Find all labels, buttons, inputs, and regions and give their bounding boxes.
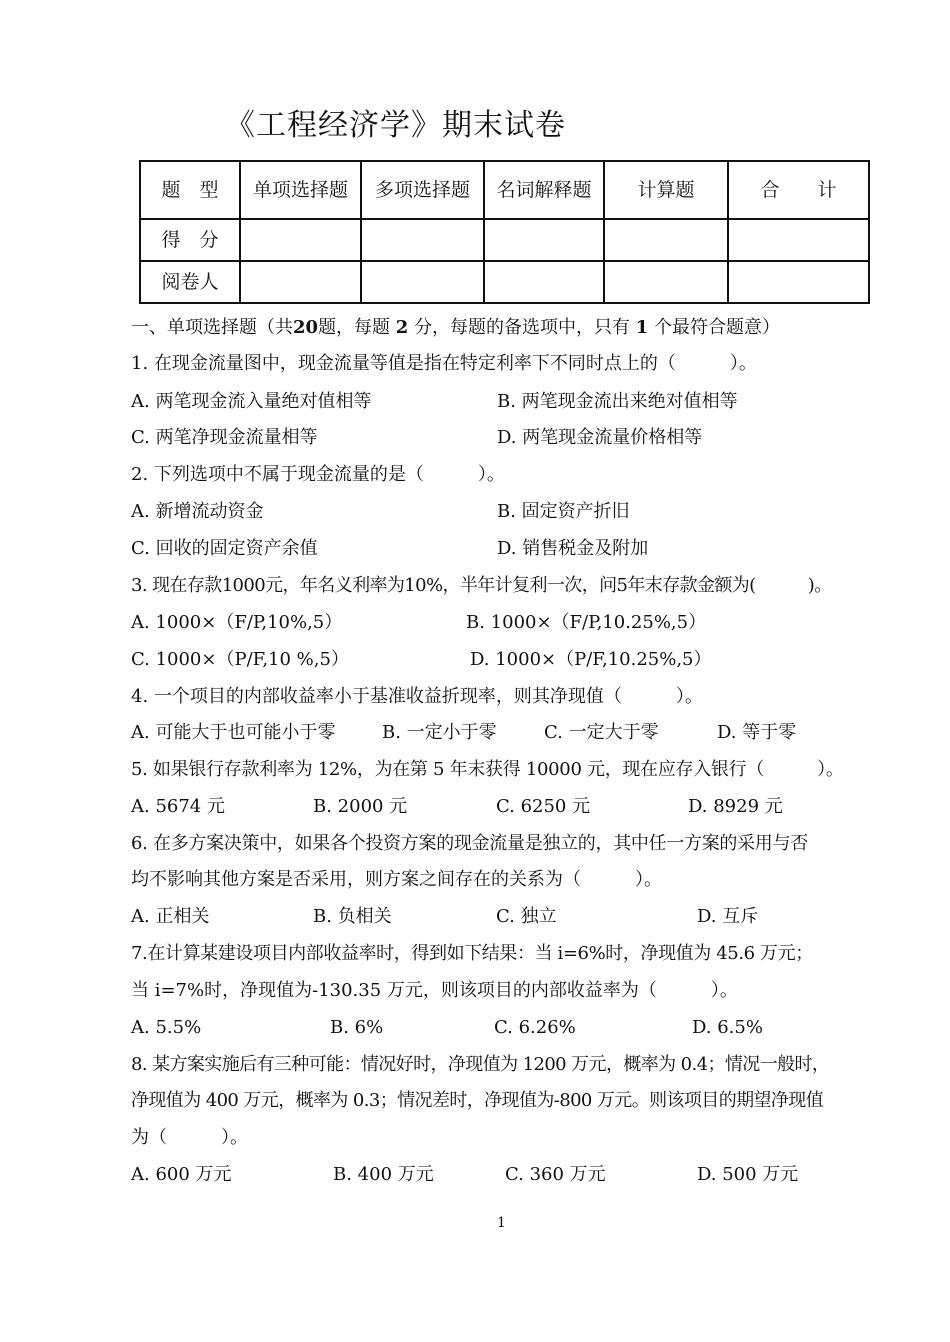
question-stem: 5. 如果银行存款利率为 12%，为在第 5 年末获得 10000 元，现在应存入银行（ ）。: [131, 759, 844, 780]
header-single-choice: 单项选择题: [240, 161, 361, 219]
section-heading-text: 分，每题的备选项中，只有: [414, 317, 631, 338]
question-stem: 1. 在现金流量图中，现金流量等值是指在特定利率下不同时点上的（ ）。: [131, 353, 757, 374]
section-heading-text: 一、单项选择题（共: [131, 317, 293, 338]
score-row: [140, 219, 869, 261]
header-multiple-choice: 多项选择题: [361, 161, 484, 219]
grader-row: [140, 261, 869, 303]
option-c: C. 1000×（P/F,10 %,5）: [131, 649, 349, 670]
option-d: D. 两笔现金流量价格相等: [497, 427, 703, 448]
question-count: 20: [293, 317, 319, 338]
question-stem: 7.在计算某建设项目内部收益率时，得到如下结果：当 i=6%时，净现值为 45.6 万元；: [131, 943, 813, 964]
option-c: C. 一定大于零: [544, 722, 659, 743]
option-a: A. 正相关: [131, 906, 210, 927]
score-table-header-row: [140, 161, 869, 219]
option-a: A. 可能大于也可能小于零: [131, 722, 336, 743]
score-cell: [484, 219, 604, 261]
option-a: A. 600 万元: [131, 1164, 232, 1185]
option-c: C. 360 万元: [505, 1164, 606, 1185]
score-cell: [361, 219, 484, 261]
header-term-explanation: 名词解释题: [484, 161, 604, 219]
section-heading-text: 个最符合题意）: [654, 317, 781, 338]
correct-option-count: 1: [635, 317, 649, 338]
option-b: B. 1000×（F/P,10.25%,5）: [466, 612, 707, 633]
option-b: B. 两笔现金流出来绝对值相等: [497, 391, 738, 412]
score-row-label: 得 分: [140, 219, 240, 261]
option-c: C. 两笔净现金流量相等: [131, 427, 318, 448]
option-d: D. 销售税金及附加: [497, 538, 649, 559]
question-stem: 2. 下列选项中不属于现金流量的是（ ）。: [131, 464, 505, 485]
option-c: C. 回收的固定资产余值: [131, 538, 318, 559]
section-heading: [131, 316, 780, 340]
score-table: [139, 160, 870, 304]
grader-cell: [728, 261, 869, 303]
option-b: B. 固定资产折旧: [497, 501, 630, 522]
header-question-type: 题 型: [140, 161, 240, 219]
score-cell: [604, 219, 728, 261]
option-c: C. 6250 元: [496, 796, 591, 817]
points-per-question: 2: [395, 317, 409, 338]
grader-cell: [484, 261, 604, 303]
grader-cell: [604, 261, 728, 303]
option-b: B. 2000 元: [313, 796, 408, 817]
question-stem: 3. 现在存款1000元，年名义利率为10%，半年计复利一次，问5年末存款金额为( )。: [131, 575, 832, 596]
header-total: 合 计: [728, 161, 869, 219]
option-a: A. 5.5%: [131, 1017, 202, 1038]
grader-cell: [361, 261, 484, 303]
option-d: D. 等于零: [717, 722, 797, 743]
option-b: B. 负相关: [313, 906, 392, 927]
page-number: 1: [497, 1215, 506, 1231]
option-a: A. 两笔现金流入量绝对值相等: [131, 391, 372, 412]
question-stem: 6. 在多方案决策中，如果各个投资方案的现金流量是独立的，其中任一方案的采用与否: [131, 833, 808, 854]
question-stem-continued: 当 i=7%时，净现值为-130.35 万元，则该项目的内部收益率为（ ）。: [131, 980, 738, 1001]
exam-title: 《工程经济学》期末试卷: [225, 108, 566, 143]
option-a: A. 1000×（F/P,10%,5）: [131, 612, 343, 633]
section-heading-text: 题，每题: [318, 317, 391, 338]
score-cell: [728, 219, 869, 261]
question-stem-continued: 均不影响其他方案是否采用，则方案之间存在的关系为（ ）。: [131, 869, 662, 890]
grader-cell: [240, 261, 361, 303]
option-c: C. 独立: [496, 906, 557, 927]
grader-row-label: 阅卷人: [140, 261, 240, 303]
option-c: C. 6.26%: [494, 1017, 576, 1038]
option-d: D. 互斥: [697, 906, 759, 927]
option-d: D. 1000×（P/F,10.25%,5）: [470, 649, 712, 670]
option-b: B. 400 万元: [333, 1164, 434, 1185]
question-stem: 8. 某方案实施后有三种可能：情况好时，净现值为 1200 万元，概率为 0.4；情况一般时，: [131, 1054, 830, 1075]
question-stem-continued: 为（ ）。: [131, 1127, 248, 1148]
question-stem: 4. 一个项目的内部收益率小于基准收益折现率，则其净现值（ ）。: [131, 686, 703, 707]
option-d: D. 500 万元: [697, 1164, 799, 1185]
option-d: D. 8929 元: [688, 796, 783, 817]
option-a: A. 新增流动资金: [131, 501, 264, 522]
score-cell: [240, 219, 361, 261]
option-a: A. 5674 元: [131, 796, 225, 817]
option-d: D. 6.5%: [692, 1017, 763, 1038]
option-b: B. 一定小于零: [382, 722, 497, 743]
option-b: B. 6%: [330, 1017, 384, 1038]
question-stem-continued: 净现值为 400 万元，概率为 0.3；情况差时，净现值为-800 万元。则该项目的期望净现值: [131, 1090, 824, 1111]
header-calculation: 计算题: [604, 161, 728, 219]
